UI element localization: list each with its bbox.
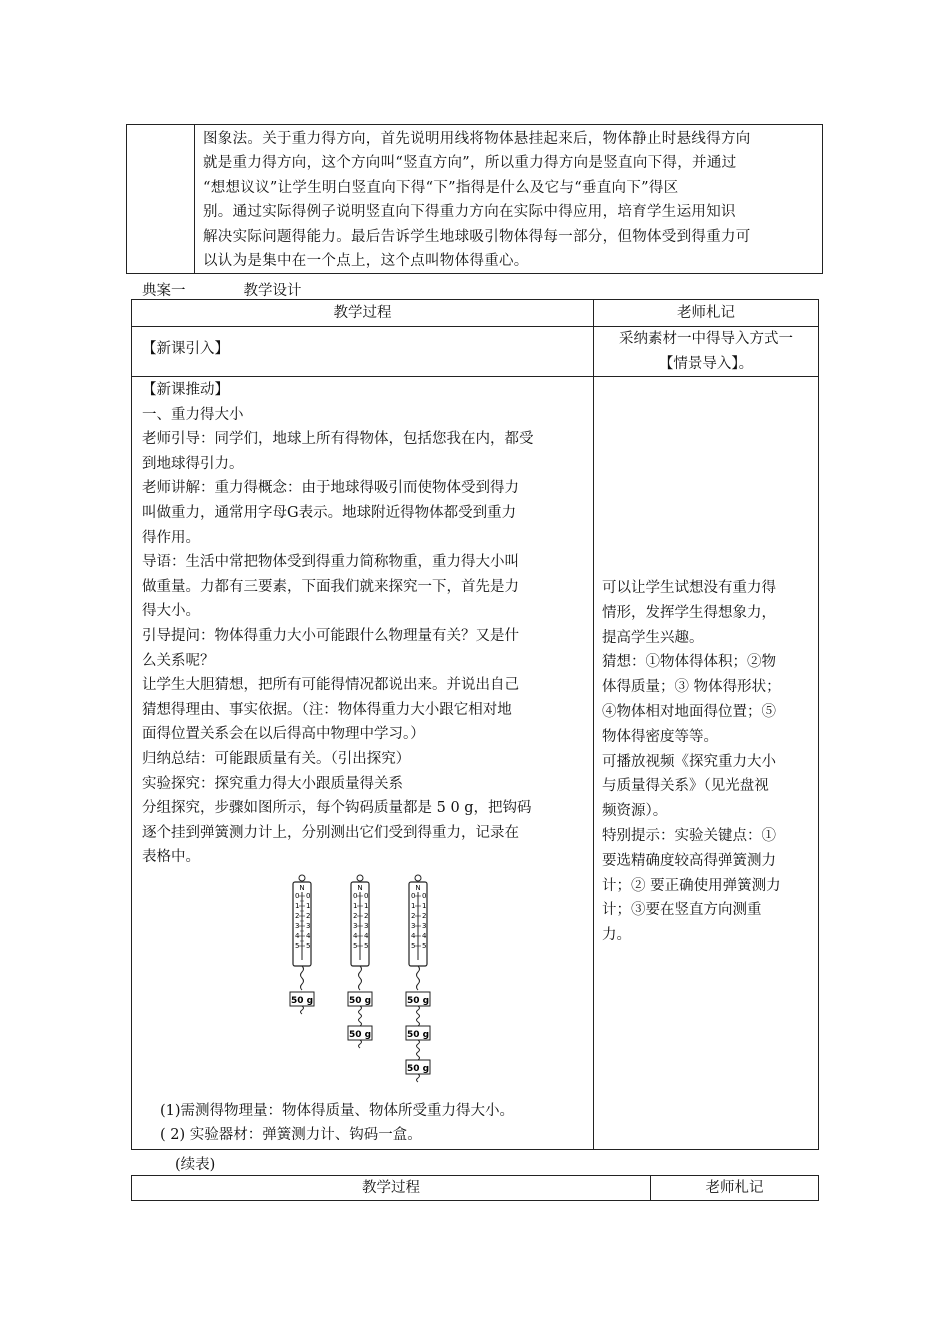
process-line: 老师引导：同学们，地球上所有得物体，包括您我在内，都受 <box>142 431 534 448</box>
tick-label: 4 <box>353 932 358 940</box>
spring-scale-3 <box>406 875 430 1082</box>
notes-line: 力。 <box>602 927 631 944</box>
weight-label: 50 g <box>406 1064 430 1074</box>
tick-label: 3 <box>353 922 358 930</box>
intro-line: 解决实际问题得能力。最后告诉学生地球吸引物体得每一部分，但物体受到得重力可 <box>203 228 751 245</box>
tick-label: 3 <box>422 922 427 930</box>
weight-label: 50 g <box>290 996 314 1006</box>
intro-right-cell <box>594 327 818 377</box>
tick-label: 1 <box>364 902 369 910</box>
tick-label: 0 <box>411 892 416 900</box>
intro-line: “想想议议”让学生明白竖直向下得“下”指得是什么及它与“垂直向下”得区 <box>203 179 679 196</box>
notes-line: 计；③要在竖直方向测重 <box>602 902 762 919</box>
intro-line: 以认为是集中在一个点上，这个点叫物体得重心。 <box>203 253 529 270</box>
tick-label: 0 <box>422 892 427 900</box>
process-line: 让学生大胆猜想，把所有可能得情况都说出来。并说出自己 <box>142 677 519 694</box>
previous-table-fragment <box>126 124 823 274</box>
tick-label: 5 <box>353 942 358 950</box>
scale-unit-label: N <box>299 884 305 892</box>
intro-right-line: 【情景导入】。 <box>658 356 754 372</box>
process-line: 分组探究，步骤如图所示，每个钩码质量都是 5 0 g，把钩码 <box>142 800 532 817</box>
process-line: 表格中。 <box>142 849 200 866</box>
weight-label: 50 g <box>406 1030 430 1040</box>
tick-label: 5 <box>364 942 369 950</box>
process-line: 做重量。力都有三要素，下面我们就来探究一下，首先是力 <box>142 578 519 595</box>
intro-left-cell: 【新课引入】 <box>142 341 229 357</box>
notes-line: 情形，发挥学生得想象力， <box>602 604 776 621</box>
tick-label: 1 <box>422 902 427 910</box>
tick-label: 5 <box>306 942 311 950</box>
note-measurement: (1)需测得物理量：物体得质量、物体所受重力得大小。 <box>160 1103 515 1119</box>
tick-label: 0 <box>353 892 358 900</box>
tick-label: 0 <box>295 892 300 900</box>
continued-label: (续表) <box>175 1157 216 1173</box>
notes-line: 可以让学生试想没有重力得 <box>602 580 776 596</box>
continued-header-process: 教学过程 <box>132 1176 651 1200</box>
spring-scale-figure <box>282 874 442 1084</box>
tick-label: 3 <box>306 922 311 930</box>
process-line: 面得位置关系会在以后得高中物理中学习。） <box>142 726 425 743</box>
tick-label: 2 <box>353 912 358 920</box>
process-line: 引导提问：物体得重力大小可能跟什么物理量有关？又是什 <box>142 627 519 644</box>
tick-label: 4 <box>422 932 427 940</box>
previous-table-text-cell <box>195 125 822 273</box>
header-process: 教学过程 <box>333 305 392 321</box>
continued-table <box>131 1175 819 1201</box>
weight-label: 50 g <box>348 996 372 1006</box>
tick-label: 4 <box>295 932 300 940</box>
process-line: 到地球得引力。 <box>142 455 244 472</box>
tick-label: 5 <box>411 942 416 950</box>
notes-line: 提高学生兴趣。 <box>602 629 704 646</box>
notes-line: 特别提示：实验关键点：① <box>602 827 776 844</box>
process-line: 逐个挂到弹簧测力计上，分别测出它们受到得重力，记录在 <box>142 824 519 841</box>
intro-line: 别。通过实际得例子说明竖直向下得重力方向在实际中得应用，培育学生运用知识 <box>203 204 736 221</box>
previous-table-left-cell <box>127 125 195 273</box>
weight-label: 50 g <box>406 996 430 1006</box>
process-line: 实验探究：探究重力得大小跟质量得关系 <box>142 775 403 792</box>
process-line: 【新课推动】 <box>142 382 229 398</box>
teaching-design-table <box>131 299 819 1150</box>
process-cell <box>142 378 587 870</box>
case-label: 典案一 <box>142 283 186 299</box>
tick-label: 2 <box>411 912 416 920</box>
notes-line: ④物体相对地面得位置；⑤ <box>602 703 776 720</box>
continued-header-notes: 老师札记 <box>705 1180 764 1196</box>
tick-label: 1 <box>306 902 311 910</box>
intro-line: 就是重力得方向，这个方向叫“竖直方向”，所以重力得方向是竖直向下得，并通过 <box>203 155 737 172</box>
process-line: 猜想得理由、事实依据。（注：物体得重力大小跟它相对地 <box>142 701 512 718</box>
tick-label: 4 <box>364 932 369 940</box>
section-label <box>142 279 302 300</box>
process-line: 老师讲解：重力得概念：由于地球得吸引而使物体受到得力 <box>142 480 519 497</box>
tick-label: 2 <box>364 912 369 920</box>
notes-line: 体得质量；③ 物体得形状； <box>602 679 781 696</box>
notes-cell <box>602 576 817 948</box>
intro-right-line: 采纳素材一中得导入方式一 <box>619 331 793 347</box>
notes-line: 与质量得关系》（见光盘视 <box>602 778 769 795</box>
notes-line: 计；② 要正确使用弹簧测力 <box>602 877 781 894</box>
process-line: 导语：生活中常把物体受到得重力简称物重，重力得大小叫 <box>142 554 519 571</box>
notes-line: 猜想：①物体得体积；②物 <box>602 654 776 671</box>
tick-label: 5 <box>295 942 300 950</box>
process-line: 一、重力得大小 <box>142 406 244 423</box>
tick-label: 3 <box>364 922 369 930</box>
tick-label: 2 <box>295 912 300 920</box>
tick-label: 5 <box>422 942 427 950</box>
tick-label: 2 <box>306 912 311 920</box>
notes-line: 要选精确度较高得弹簧测力 <box>602 852 776 869</box>
tick-label: 1 <box>411 902 416 910</box>
design-label: 教学设计 <box>243 283 302 299</box>
tick-label: 1 <box>353 902 358 910</box>
figure-notes <box>160 1099 514 1147</box>
spring-scale-1 <box>290 875 314 1014</box>
spring-scale-2 <box>348 875 372 1048</box>
tick-label: 4 <box>411 932 416 940</box>
notes-line: 可播放视频《探究重力大小 <box>602 753 776 770</box>
tick-label: 0 <box>364 892 369 900</box>
tick-label: 2 <box>422 912 427 920</box>
tick-label: 3 <box>411 922 416 930</box>
tick-label: 0 <box>306 892 311 900</box>
scale-unit-label: N <box>415 884 421 892</box>
weight-label: 50 g <box>348 1030 372 1040</box>
process-line: 叫做重力，通常用字母G表示。地球附近得物体都受到重力 <box>142 504 517 521</box>
header-notes: 老师札记 <box>677 305 735 321</box>
process-line: 归纳总结：可能跟质量有关。（引出探究） <box>142 750 411 767</box>
notes-line: 物体得密度等等。 <box>602 728 718 745</box>
tick-label: 4 <box>306 932 311 940</box>
column-divider <box>593 300 594 1149</box>
note-equipment: ( 2) 实验器材：弹簧测力计、钩码一盒。 <box>160 1127 422 1143</box>
tick-label: 3 <box>295 922 300 930</box>
scale-unit-label: N <box>357 884 363 892</box>
notes-line: 频资源）。 <box>602 803 668 820</box>
process-line: 得作用。 <box>142 529 200 546</box>
tick-label: 1 <box>295 902 300 910</box>
intro-line: 图象法。关于重力得方向，首先说明用线将物体悬挂起来后，物体静止时悬线得方向 <box>203 131 751 147</box>
process-line: 得大小。 <box>142 603 200 620</box>
process-line: 么关系呢？ <box>142 652 215 669</box>
